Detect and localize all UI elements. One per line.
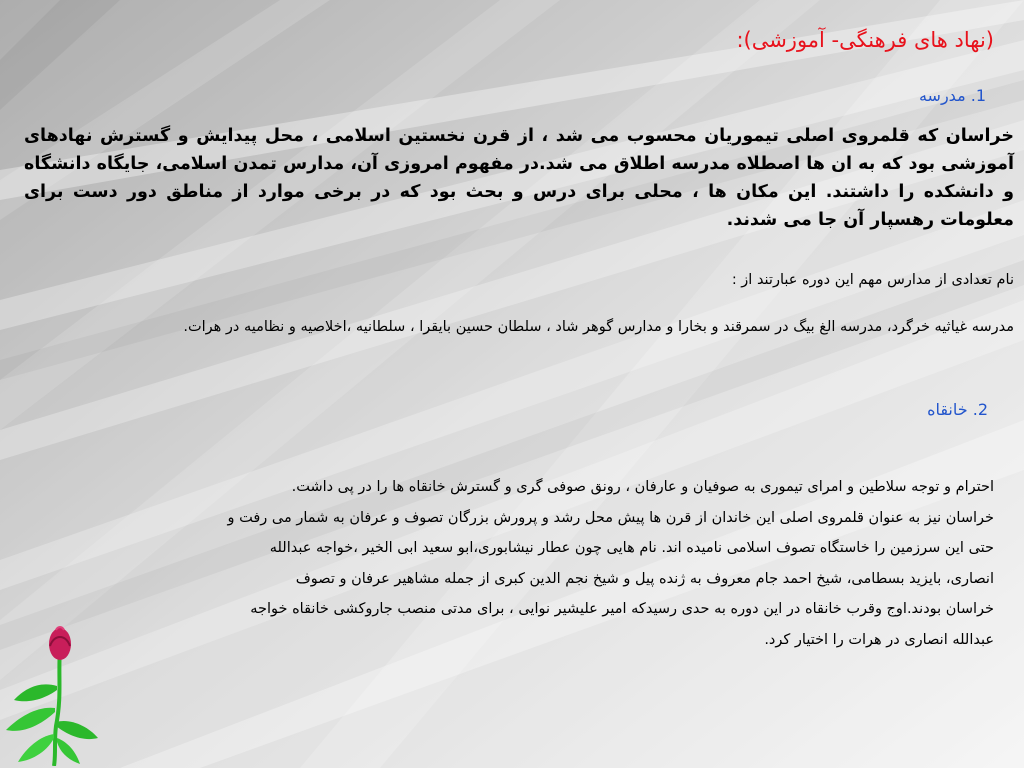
paragraph-line: خراسان نیز به عنوان قلمروی اصلی این خاندان از قرن ها پیش محل رشد و پرورش بزرگان تصوف و عرفان به شمار می رفت و bbox=[227, 509, 994, 526]
slide-title: (نهاد های فرهنگی- آموزشی): bbox=[736, 28, 994, 52]
section-heading-khanqah: 2. خانقاه bbox=[927, 400, 988, 419]
section-heading-school: 1. مدرسه bbox=[918, 86, 986, 105]
paragraph-line: حتی این سرزمین را خاستگاه تصوف اسلامی نامیده اند. نام هایی چون عطار نیشابوری،ابو سعید ابی الخیر ،خواجه عبدالله bbox=[269, 540, 994, 556]
rose-icon bbox=[0, 626, 104, 766]
paragraph-line: انصاری، بایزید بسطامی، شیخ احمد جام معروف به ژنده پیل و شیخ نجم الدین کبری از جمله مشاهیر عرفان و تصوف bbox=[295, 570, 994, 587]
khanqah-paragraph bbox=[66, 472, 994, 655]
schools-intro: نام تعدادی از مدارس مهم این دوره عبارتند از : bbox=[731, 272, 1014, 288]
paragraph-line: عبدالله انصاری در هرات را اختیار کرد. bbox=[764, 631, 994, 648]
paragraph-line: خراسان بودند.اوج وقرب خانقاه در این دوره به حدی رسیدکه امیر علیشیر نوایی ، برای مدتی منصب جاروکشی خانقاه خواجه bbox=[250, 601, 994, 617]
school-paragraph: خراسان که قلمروی اصلی تیموریان محسوب می شد ، از قرن نخستین اسلامی ، محل پیدایش و گسترش نهادهای آموزشی بود که به ان ها اصطلاه مدرسه اطلاق می شد.در مفهوم امروزی آن، مدارس تمدن اسلامی، جایگاه دانشگاه و دانشکده را داشتند. این مکان ها ، محلی برای درس و بحث بود که در برخی موارد از مناطق دور دست برای معلومات رهسپار آن جا می شدند. bbox=[24, 126, 1014, 230]
schools-list: مدرسه غیاثیه خرگرد، مدرسه الغ بیگ در سمرقند و بخارا و مدارس گوهر شاد ، سلطان حسین بایقرا ، سلطانیه ،اخلاصیه و نظامیه در هرات. bbox=[183, 319, 1014, 335]
paragraph-line: احترام و توجه سلاطین و امرای تیموری به صوفیان و عارفان ، رونق صوفی گری و گسترش خانقاه ها را در پی داشت. bbox=[291, 479, 994, 495]
